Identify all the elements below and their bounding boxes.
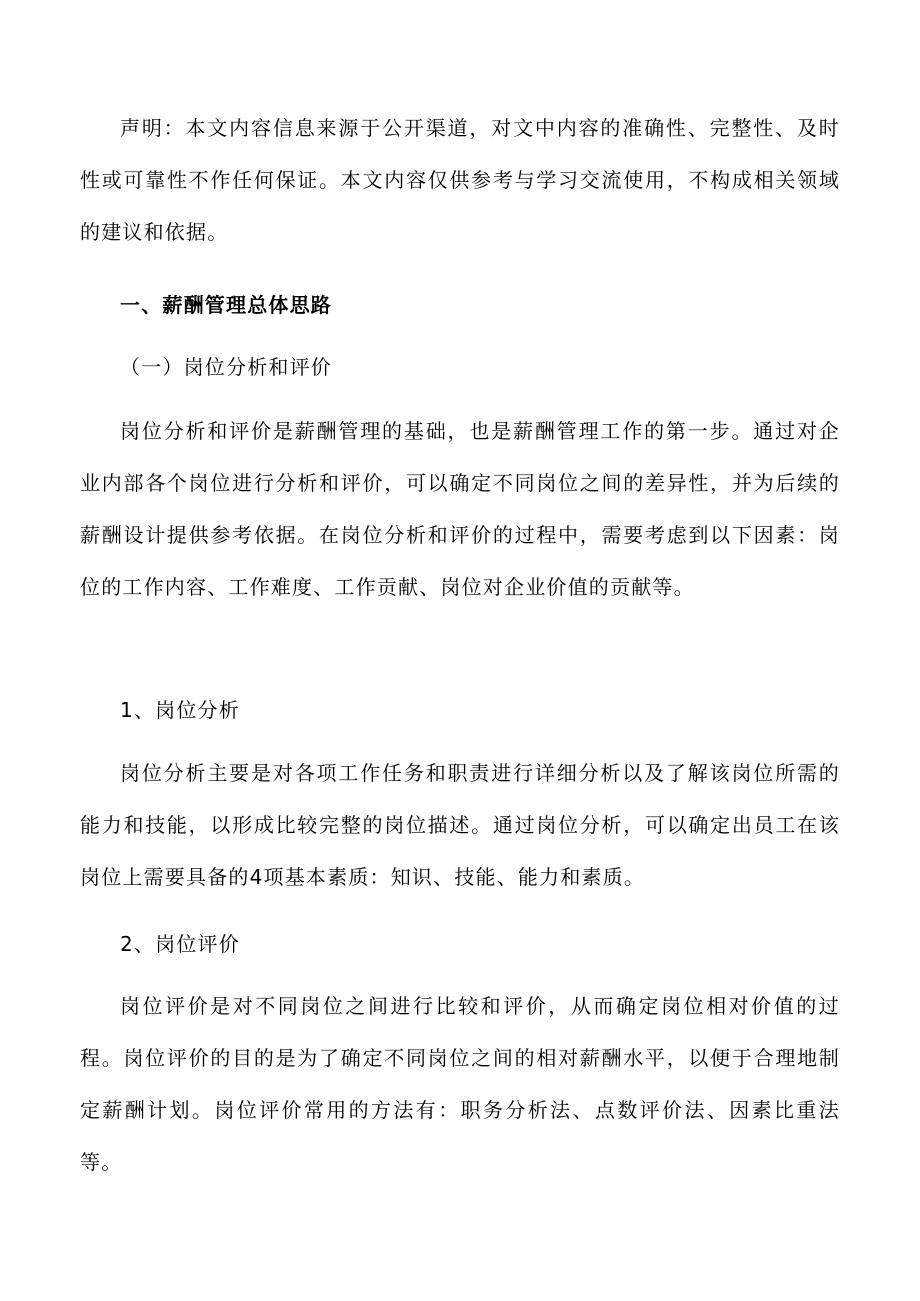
item-heading-job-analysis: 1、岗位分析 — [120, 698, 240, 722]
declaration-paragraph: 声明：本文内容信息来源于公开渠道，对文中内容的准确性、完整性、及时性或可靠性不作任何保证。本文内容仅供参考与学习交流使用，不构成相关领域的建议和依据。 — [80, 116, 840, 244]
intro-paragraph: 岗位分析和评价是薪酬管理的基础，也是薪酬管理工作的第一步。通过对企业内部各个岗位进行分析和评价，可以确定不同岗位之间的差异性，并为后续的薪酬设计提供参考依据。在岗位分析和评价的过程中，需要考虑到以下因素：岗位的工作内容、工作难度、工作贡献、岗位对企业价值的贡献等。 — [80, 419, 840, 599]
job-evaluation-paragraph: 岗位评价是对不同岗位之间进行比较和评价，从而确定岗位相对价值的过程。岗位评价的目的是为了确定不同岗位之间的相对薪酬水平，以便于合理地制定薪酬计划。岗位评价常用的方法有：职务分析法、点数评价法、因素比重法等。 — [80, 994, 840, 1174]
subsection-heading: （一）岗位分析和评价 — [120, 355, 332, 379]
item-heading-job-evaluation: 2、岗位评价 — [120, 932, 240, 956]
section-heading: 一、薪酬管理总体思路 — [120, 293, 332, 317]
job-analysis-paragraph: 岗位分析主要是对各项工作任务和职责进行详细分析以及了解该岗位所需的能力和技能，以形成比较完整的岗位描述。通过岗位分析，可以确定出员工在该岗位上需要具备的4项基本素质：知识、技能、能力和素质。 — [80, 761, 840, 889]
